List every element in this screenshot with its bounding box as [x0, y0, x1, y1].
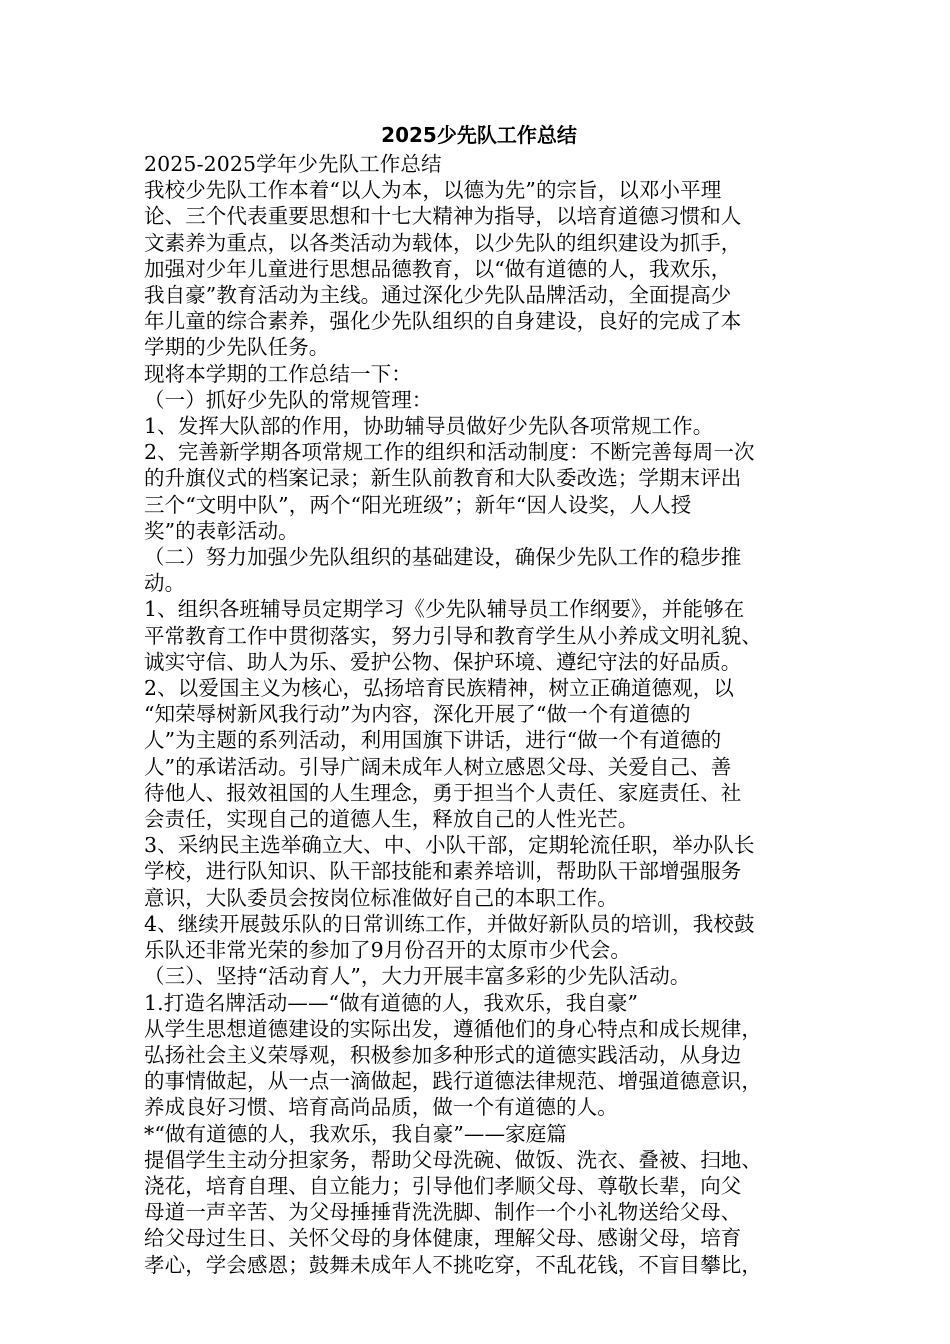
text-line: 2025-2025学年少先队工作总结 — [144, 152, 442, 176]
text-line: 养成良好习惯、培育高尚品质，做一个有道德的人。 — [144, 1095, 618, 1120]
text-line: 文素养为重点，以各类活动为载体，以少先队的组织建设为抓手， — [144, 230, 742, 255]
text-line: 论、三个代表重要思想和十七大精神为指导，以培育道德习惯和人 — [144, 204, 742, 229]
text-line: 意识，大队委员会按岗位标准做好自己的本职工作。 — [144, 885, 618, 910]
text-line: 三个“文明中队”，两个“阳光班级”；新年“因人设奖，人人授 — [144, 492, 692, 517]
text-line: 待他人、报效祖国的人生理念，勇于担当个人责任、家庭责任、社 — [144, 780, 742, 805]
text-line: 奖”的表彰活动。 — [144, 518, 299, 543]
text-line: 孝心，学会感恩；鼓舞未成年人不挑吃穿，不乱花钱，不盲目攀比， — [144, 1252, 762, 1277]
text-line: 乐队还非常光荣的参加了9月份召开的太原市少代会。 — [144, 938, 631, 963]
text-line: 平常教育工作中贯彻落实，努力引导和教育学生从小养成文明礼貌、 — [144, 623, 762, 648]
text-line: 人”的承诺活动。引导广阔未成年人树立感恩父母、关爱自己、善 — [144, 754, 732, 779]
text-line: 诚实守信、助人为乐、爱护公物、保护环境、遵纪守法的好品质。 — [144, 649, 742, 674]
text-line: 我自豪”教育活动为主线。通过深化少先队品牌活动，全面提高少 — [144, 283, 732, 308]
text-line: 4、继续开展鼓乐队的日常训练工作，并做好新队员的培训，我校鼓 — [144, 911, 755, 936]
document-page — [144, 120, 814, 1278]
text-line: 学校，进行队知识、队干部技能和素养培训，帮助队干部增强服务 — [144, 859, 742, 884]
text-line: 弘扬社会主义荣辱观，积极参加多种形式的道德实践活动，从身边 — [144, 1042, 742, 1067]
text-line: 2、以爱国主义为核心，弘扬培育民族精神，树立正确道德观，以 — [144, 676, 734, 701]
text-line: 提倡学生主动分担家务，帮助父母洗碗、做饭、洗衣、叠被、扫地、 — [144, 1147, 762, 1172]
text-line: 年儿童的综合素养，强化少先队组织的自身建设，良好的完成了本 — [144, 309, 742, 334]
text-line: 1、组织各班辅导员定期学习《少先队辅导员工作纲要》，并能够在 — [144, 597, 745, 622]
text-line: （三）、坚持“活动育人”，大力开展丰富多彩的少先队活动。 — [144, 964, 691, 989]
text-line: 3、采纳民主选举确立大、中、小队干部，定期轮流任职，举办队长 — [144, 833, 755, 858]
text-line: *“做有道德的人，我欢乐，我自豪”——家庭篇 — [144, 1121, 567, 1146]
text-line: 1、发挥大队部的作用，协助辅导员做好少先队各项常规工作。 — [144, 414, 714, 439]
text-line: 我校少先队工作本着“以人为本，以德为先”的宗旨，以邓小平理 — [144, 178, 722, 203]
text-line: （二）努力加强少先队组织的基础建设，确保少先队工作的稳步推 — [144, 545, 742, 570]
text-line: 母道一声辛苦、为父母捶捶背洗洗脚、制作一个小礼物送给父母、 — [144, 1200, 742, 1225]
text-line: 的事情做起，从一点一滴做起，践行道德法律规范、增强道德意识， — [144, 1069, 762, 1094]
document-body — [144, 151, 814, 1278]
text-line: 从学生思想道德建设的实际出发，遵循他们的身心特点和成长规律， — [144, 1016, 762, 1041]
document-title: 2025少先队工作总结 — [381, 123, 577, 147]
text-line: 的升旗仪式的档案记录；新生队前教育和大队委改选；学期末评出 — [144, 466, 742, 491]
text-line: （一）抓好少先队的常规管理： — [144, 387, 433, 412]
text-line: 人”为主题的系列活动，利用国旗下讲话，进行“做一个有道德的 — [144, 728, 722, 753]
text-line: 动。 — [144, 571, 186, 596]
text-line: 会责任，实现自己的道德人生，释放自己的人性光芒。 — [144, 807, 639, 832]
text-line: 给父母过生日、关怀父母的身体健康，理解父母、感谢父母，培育 — [144, 1226, 742, 1251]
text-line: 1.打造名牌活动——“做有道德的人，我欢乐，我自豪” — [144, 990, 639, 1015]
text-line: 加强对少年儿童进行思想品德教育，以“做有道德的人，我欢乐， — [144, 256, 732, 281]
text-line: “知荣辱树新风我行动”为内容，深化开展了“做一个有道德的 — [144, 702, 691, 727]
text-line: 现将本学期的工作总结一下： — [144, 361, 412, 386]
text-line: 浇花，培育自理、自立能力；引导他们孝顺父母、尊敬长辈，向父 — [144, 1173, 742, 1198]
text-line: 2、完善新学期各项常规工作的组织和活动制度：不断完善每周一次 — [144, 440, 755, 465]
text-line: 学期的少先队任务。 — [144, 335, 330, 360]
